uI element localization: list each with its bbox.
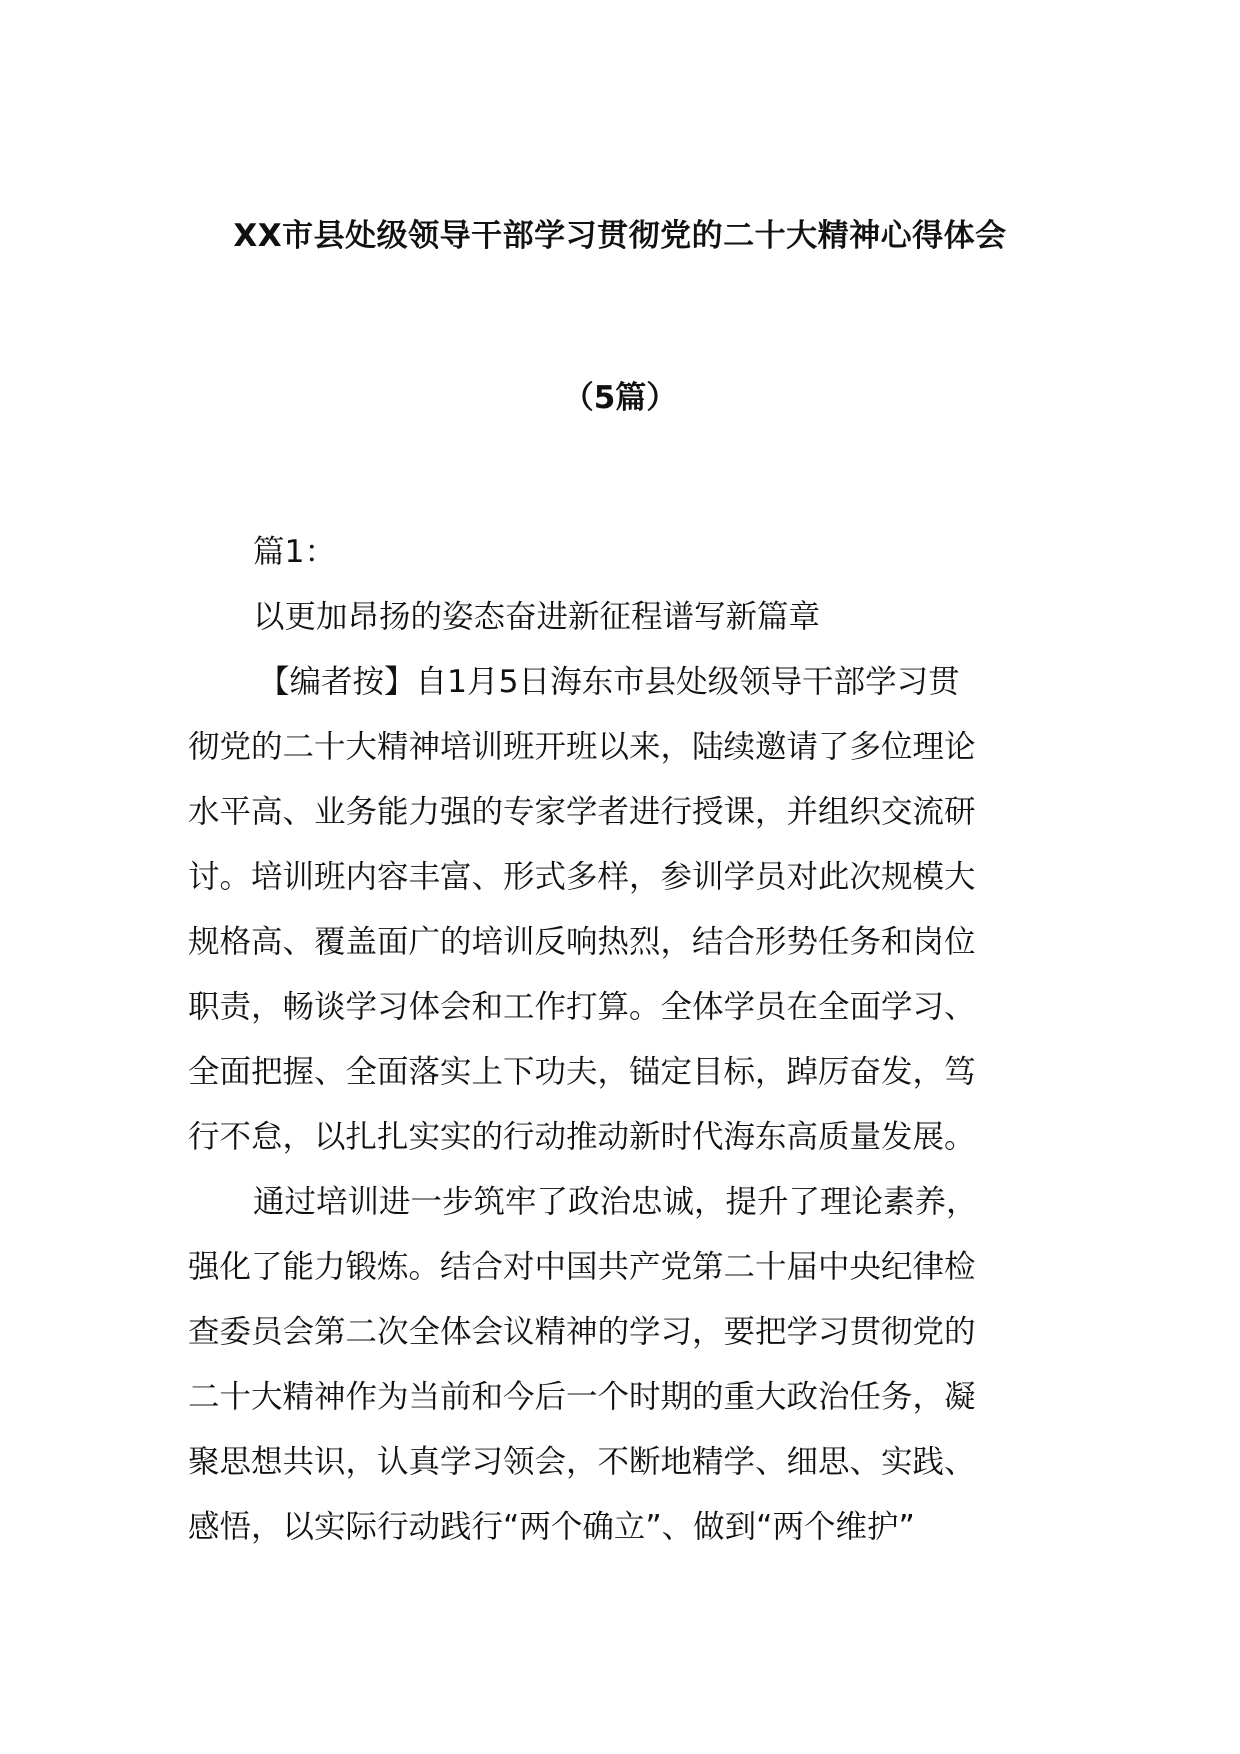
document-title: XX市县处级领导干部学习贯彻党的二十大精神心得体会 [233, 218, 1007, 254]
paragraph-line: 职责，畅谈学习体会和工作打算。全体学员在全面学习、 [188, 989, 976, 1025]
paragraph-line: 水平高、业务能力强的专家学者进行授课，并组织交流研 [188, 794, 976, 830]
paragraph-line: 讨。培训班内容丰富、形式多样，参训学员对此次规模大 [188, 859, 976, 895]
paragraph-line: 通过培训进一步筑牢了政治忠诚，提升了理论素养， [253, 1184, 978, 1220]
document-subtitle: （5篇） [562, 380, 678, 416]
paragraph-line: 二十大精神作为当前和今后一个时期的重大政治任务，凝 [188, 1379, 976, 1415]
paragraph-line: 聚思想共识，认真学习领会，不断地精学、细思、实践、 [188, 1444, 976, 1480]
paragraph-line: 规格高、覆盖面广的培训反响热烈，结合形势任务和岗位 [188, 924, 976, 960]
paragraph-line: 全面把握、全面落实上下功夫，锚定目标，踔厉奋发，笃 [188, 1054, 976, 1090]
paragraph-line: 彻党的二十大精神培训班开班以来，陆续邀请了多位理论 [188, 729, 976, 765]
section-label: 篇1： [253, 534, 337, 570]
paragraph-line: 【编者按】自1月5日海东市县处级领导干部学习贯 [258, 664, 960, 700]
paragraph-line: 强化了能力锻炼。结合对中国共产党第二十届中央纪律检 [188, 1249, 976, 1285]
section-heading: 以更加昂扬的姿态奋进新征程谱写新篇章 [253, 599, 821, 635]
paragraph-line: 感悟，以实际行动践行“两个确立”、做到“两个维护” [188, 1509, 915, 1545]
paragraph-line: 查委员会第二次全体会议精神的学习，要把学习贯彻党的 [188, 1314, 976, 1350]
paragraph-line: 行不怠，以扎扎实实的行动推动新时代海东高质量发展。 [188, 1119, 976, 1155]
